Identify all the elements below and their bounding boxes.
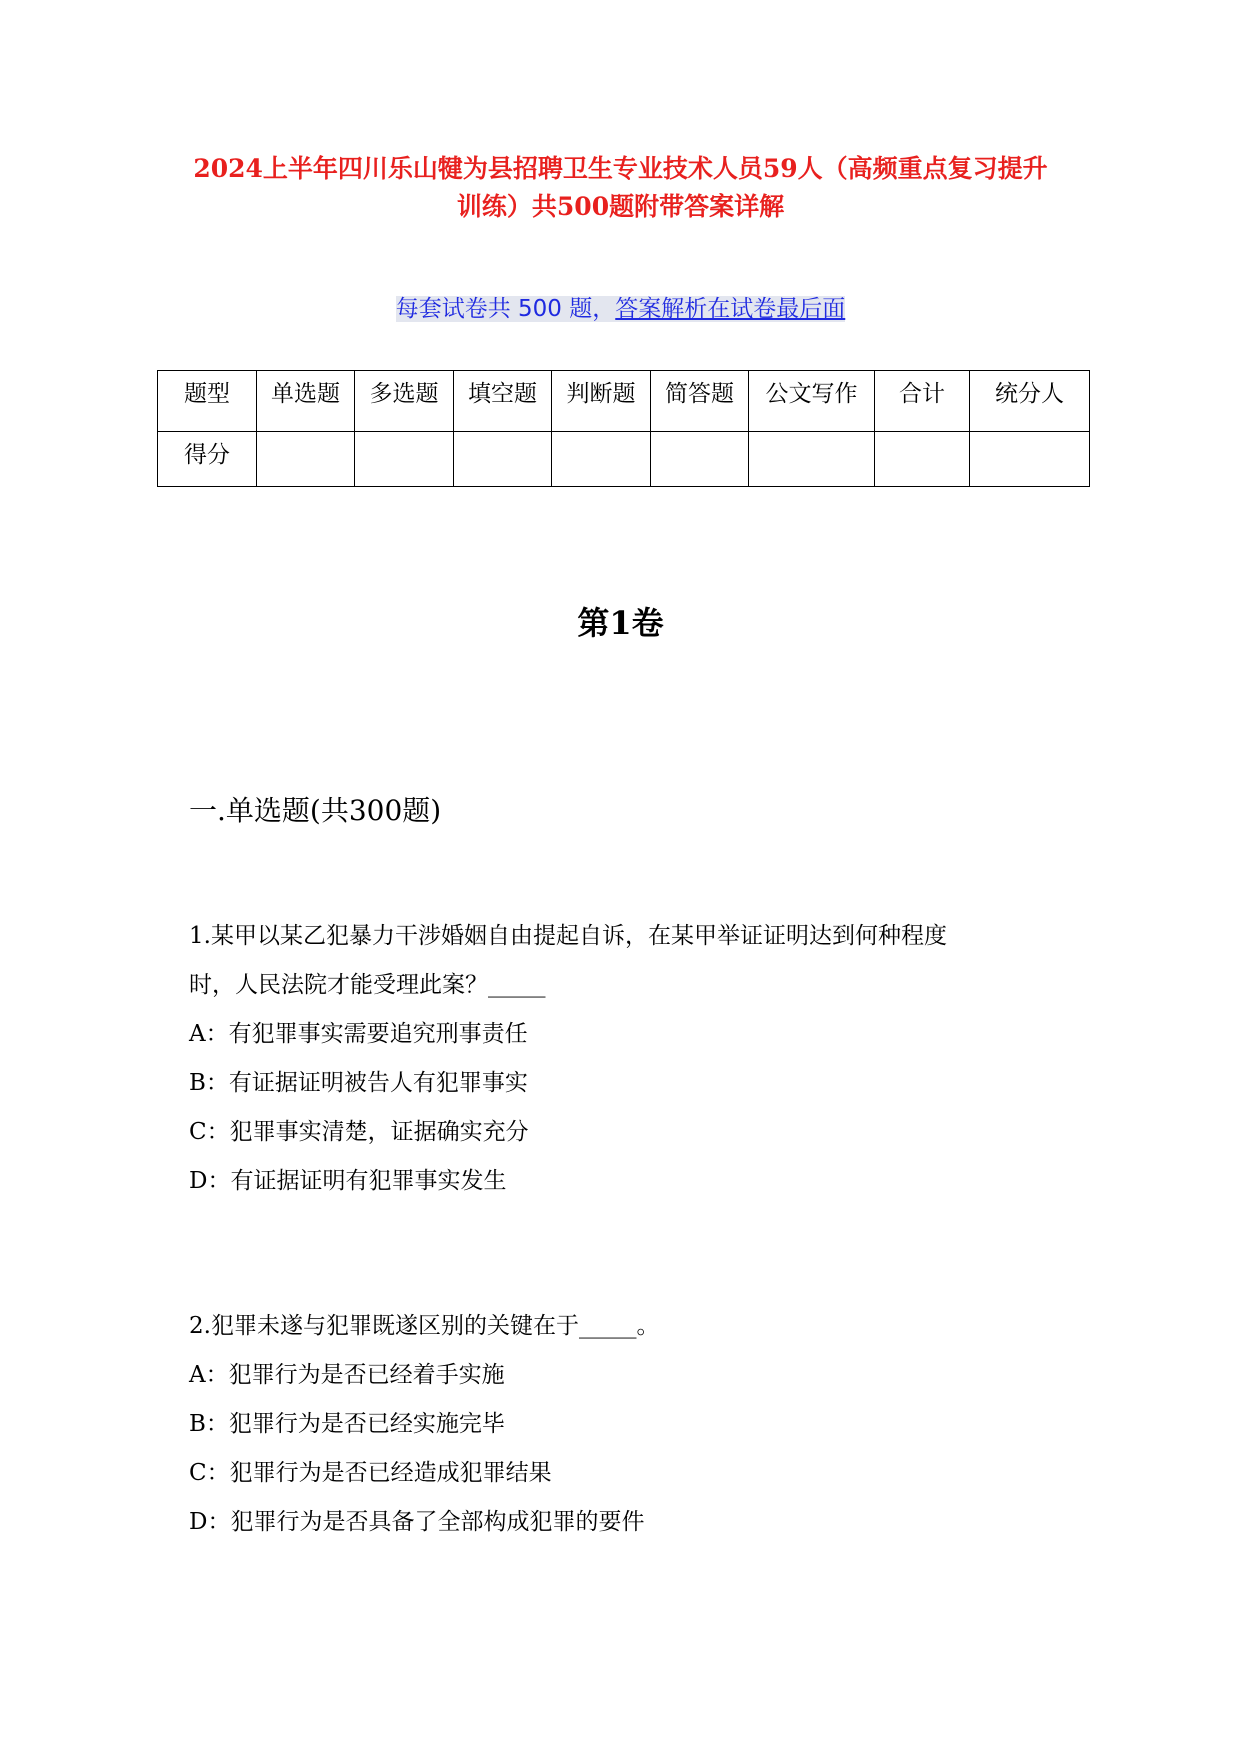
score-cell xyxy=(257,432,355,487)
question-2 xyxy=(189,1302,1069,1547)
score-cell xyxy=(355,432,454,487)
question-stem-line: 时，人民法院才能受理此案？_____ xyxy=(189,972,546,998)
subtitle-part-1: 每套试卷共 500 题， xyxy=(395,296,616,322)
header-cell-scorer: 统分人 xyxy=(970,371,1090,432)
question-1 xyxy=(189,912,1069,1206)
document-title xyxy=(150,150,1091,226)
header-cell-fill-blank: 填空题 xyxy=(454,371,552,432)
score-cell xyxy=(552,432,651,487)
score-row-label: 得分 xyxy=(158,432,257,487)
document-subtitle xyxy=(0,293,1241,325)
score-table-header-row xyxy=(158,371,1090,432)
score-cell xyxy=(651,432,749,487)
document-title-line-1: 2024上半年四川乐山犍为县招聘卫生专业技术人员59人（高频重点复习提升 xyxy=(193,154,1048,183)
score-cell xyxy=(749,432,875,487)
subtitle-part-2: 答案解析在试卷最后面 xyxy=(615,296,846,322)
section-title: 一.单选题(共300题) xyxy=(189,794,442,827)
option-c: C：犯罪行为是否已经造成犯罪结果 xyxy=(189,1460,552,1486)
header-cell-single-choice: 单选题 xyxy=(257,371,355,432)
score-table-score-row xyxy=(158,432,1090,487)
option-b: B：犯罪行为是否已经实施完毕 xyxy=(189,1411,505,1437)
option-a: A：犯罪行为是否已经着手实施 xyxy=(189,1362,505,1388)
header-cell-short-answer: 简答题 xyxy=(651,371,749,432)
score-table xyxy=(157,370,1090,487)
volume-title: 第1卷 xyxy=(577,604,664,642)
score-cell xyxy=(970,432,1090,487)
question-stem-line: 2.犯罪未遂与犯罪既遂区别的关键在于_____。 xyxy=(189,1313,660,1339)
score-cell xyxy=(875,432,970,487)
option-c: C：犯罪事实清楚，证据确实充分 xyxy=(189,1119,529,1145)
option-d: D：犯罪行为是否具备了全部构成犯罪的要件 xyxy=(189,1509,645,1535)
header-cell-official-writing: 公文写作 xyxy=(749,371,875,432)
question-stem-line: 1.某甲以某乙犯暴力干涉婚姻自由提起自诉，在某甲举证证明达到何种程度 xyxy=(189,923,947,949)
header-cell-total: 合计 xyxy=(875,371,970,432)
option-d: D：有证据证明有犯罪事实发生 xyxy=(189,1168,507,1194)
option-b: B：有证据证明被告人有犯罪事实 xyxy=(189,1070,528,1096)
option-a: A：有犯罪事实需要追究刑事责任 xyxy=(189,1021,528,1047)
header-cell-true-false: 判断题 xyxy=(552,371,651,432)
score-cell xyxy=(454,432,552,487)
document-title-line-2: 训练）共500题附带答案详解 xyxy=(456,192,785,221)
header-cell-type: 题型 xyxy=(158,371,257,432)
header-cell-multiple-choice: 多选题 xyxy=(355,371,454,432)
